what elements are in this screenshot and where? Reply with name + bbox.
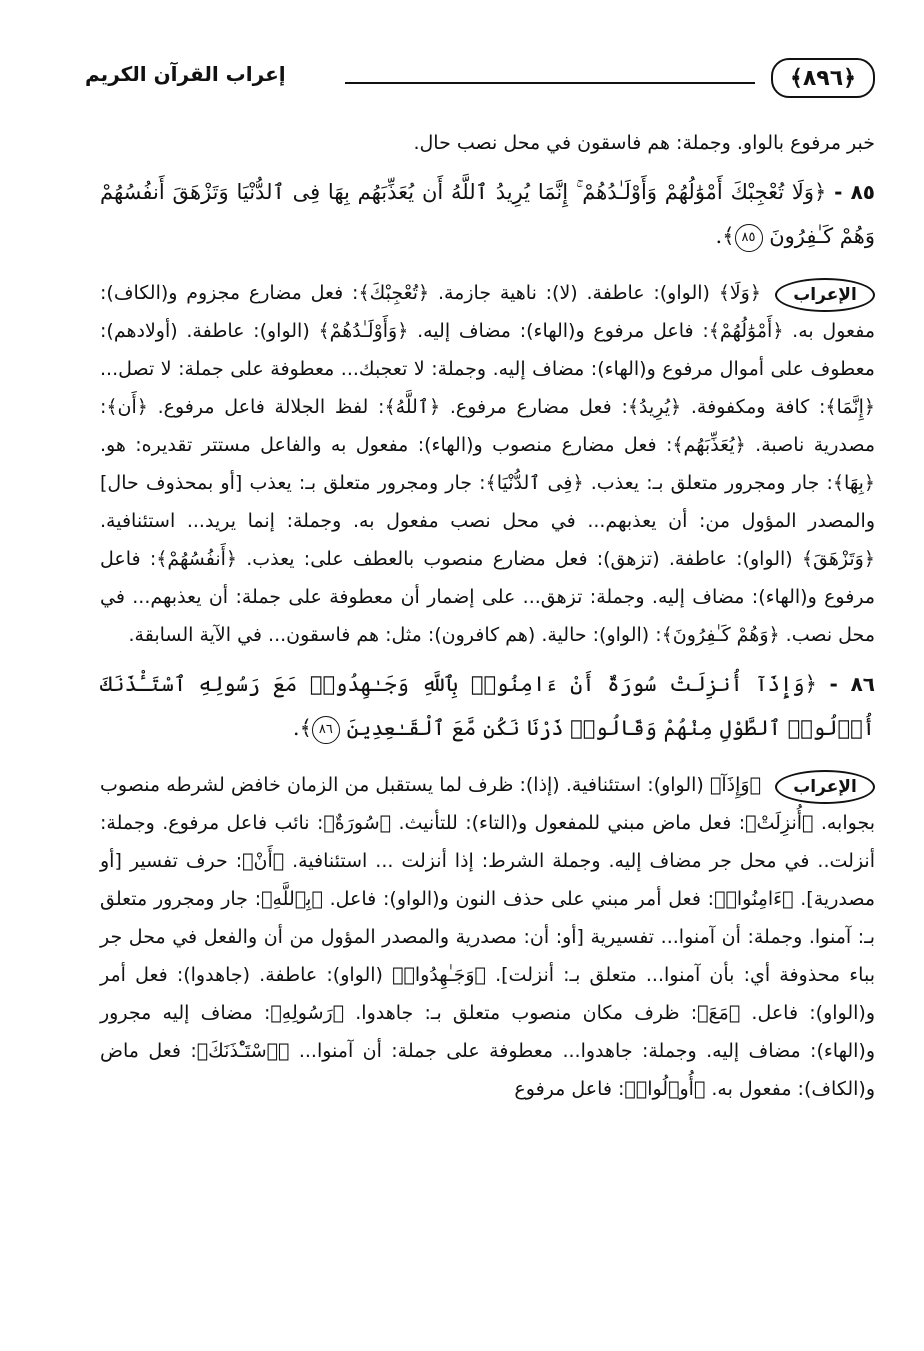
irab-text: ﴿وَإِذَآ﴾ (الواو): استئنافية. (إذا): ظرف لما يستقبل من الزمان خافض لشرطه منصوب بجوابه. ﴿أُنزِلَتْ﴾: فعل ماض مبني للمفعول و(التاء): للتأنيث. ﴿سُورَةٌ﴾: نائب فاعل مرفوع. وجملة: أنزلت.. في محل جر مضاف إليه. وجملة الشرط: إذا أنزلت ... استئنافية. ﴿أَنْ﴾: حرف تفسير [أو مصدرية]. ﴿ءَامِنُوا۟﴾: فعل أمر مبني على حذف النون و(الواو): فاعل. ﴿بِٱللَّهِ﴾: جار ومجرور متعلق بـ: آمنوا. وجملة: أن آمنوا... تفسيرية [أو: أن: مصدرية والمصدر المؤول من أن والفعل في محل جر بباء محذوفة أي: بأن آمنوا... متعلق بـ: أنزلت]. ﴿وَجَـٰهِدُوا۟﴾ (الواو): عاطفة. (جاهدوا): فعل أمر و(الواو): فاعل. ﴿مَعَ﴾: ظرف مكان منصوب متعلق بـ: جاهدوا. ﴿رَسُولِهِ﴾: مضاف إليه مجرور و(الهاء): مضاف إليه. وجملة: جاهدوا... معطوفة على جملة: أن آمنوا... ﴿ٱسْتَـْٔذَنَكَ﴾: فعل ماض و(الكاف): مفعول به. ﴿أُو۟لُوا۟﴾: فاعل مرفوع (100, 774, 875, 1100)
ayah-end-marker: ٨٦ (312, 716, 340, 744)
verse-86 (100, 662, 875, 750)
irab-section-85 (100, 274, 875, 654)
verse-close: ﴾. (715, 224, 735, 248)
irab-label: الإعراب (775, 770, 875, 804)
ayah-end-marker: ٨٥ (735, 224, 763, 252)
page-header (85, 58, 875, 98)
page-content (100, 124, 875, 1108)
verse-text: ﴿وَإِذَآ أُنزِلَتْ سُورَةٌ أَنْ ءَامِنُوا۟ بِٱللَّهِ وَجَـٰهِدُوا۟ مَعَ رَسُولِهِ ٱسْتَـْٔذَنَكَ أُو۟لُوا۟ ٱلطَّوْلِ مِنْهُمْ وَقَالُوا۟ ذَرْنَا نَكُن مَّعَ ٱلْقَـٰعِدِينَ (100, 672, 875, 740)
intro-paragraph: خبر مرفوع بالواو. وجملة: هم فاسقون في محل نصب حال. (413, 132, 875, 154)
irab-text: ﴿وَلَا﴾ (الواو): عاطفة. (لا): ناهية جازمة. ﴿تُعْجِبْكَ﴾: فعل مضارع مجزوم و(الكاف): مفعول به. ﴿أَمْوَٰلُهُمْ﴾: فاعل مرفوع و(الهاء): مضاف إليه. ﴿وَأَوْلَـٰدُهُمْ﴾ (الواو): عاطفة. (أولادهم): معطوف على أموال مرفوع و(الهاء): مضاف إليه. وجملة: لا تعجبك... معطوفة على جملة: لا تصل... ﴿إِنَّمَا﴾: كافة ومكفوفة. ﴿يُرِيدُ﴾: فعل مضارع مرفوع. ﴿ٱللَّهُ﴾: لفظ الجلالة فاعل مرفوع. ﴿أَن﴾: مصدرية ناصبة. ﴿يُعَذِّبَهُم﴾: فعل مضارع منصوب و(الهاء): مفعول به والفاعل مستتر تقديره: هو. ﴿بِهَا﴾: جار ومجرور متعلق بـ: يعذب. ﴿فِى ٱلدُّنْيَا﴾: جار ومجرور متعلق بـ: يعذب [أو بمحذوف حال] والمصدر المؤول من: أن يعذبهم... في محل نصب مفعول به. وجملة: إنما يريد... استئنافية. ﴿وَتَزْهَقَ﴾ (الواو): عاطفة. (تزهق): فعل مضارع منصوب بالعطف على: يعذب. ﴿أَنفُسُهُمْ﴾: فاعل مرفوع و(الهاء): مضاف إليه. وجملة: تزهق... على إضمار أن معطوفة على جملة: أن يعذبهم... في محل نصب. ﴿وَهُمْ كَـٰفِرُونَ﴾: (الواو): حالية. (هم كافرون): مثل: هم فاسقون... في الآية السابقة. (100, 282, 875, 646)
book-title: إعراب القرآن الكريم (85, 62, 286, 86)
header-rule (345, 82, 755, 84)
irab-section-86 (100, 766, 875, 1108)
irab-label: الإعراب (775, 278, 875, 312)
verse-number: ٨٦ - (829, 672, 875, 696)
verse-number: ٨٥ - (834, 180, 875, 204)
verse-text: ﴿وَلَا تُعْجِبْكَ أَمْوَٰلُهُمْ وَأَوْلَـٰدُهُمْ ۚ إِنَّمَا يُرِيدُ ٱللَّهُ أَن يُعَذِّبَهُم بِهَا فِى ٱلدُّنْيَا وَتَزْهَقَ أَنفُسُهُمْ وَهُمْ كَـٰفِرُونَ (100, 180, 875, 248)
page-number: ﴿٨٩٦﴾ (771, 58, 875, 98)
verse-85 (100, 170, 875, 258)
verse-close: ﴾. (292, 716, 312, 740)
